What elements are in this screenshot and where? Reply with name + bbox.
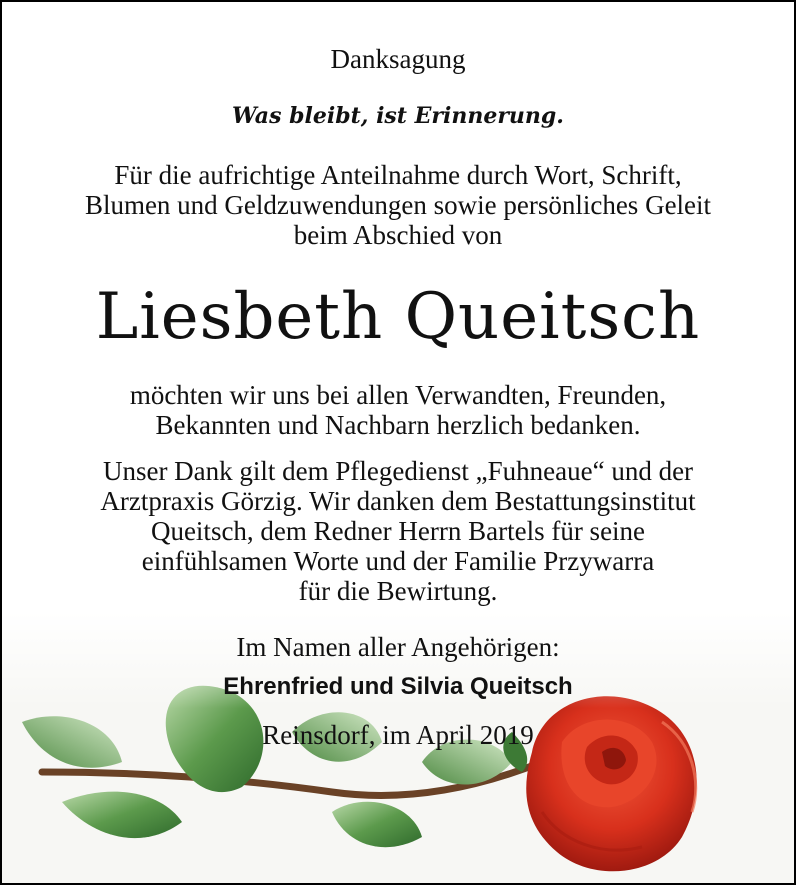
intro-line: Blumen und Geldzuwendungen sowie persönliches Geleit bbox=[84, 190, 712, 220]
care-line: einfühlsamen Worte und der Familie Przywarra bbox=[141, 546, 655, 576]
place-date: Reinsdorf, im April 2019 bbox=[262, 720, 534, 750]
care-paragraph bbox=[2, 456, 794, 606]
thanks-paragraph bbox=[2, 380, 794, 440]
care-line: Unser Dank gilt dem Pflegedienst „Fuhneaue“ und der bbox=[102, 456, 694, 486]
notice-heading: Danksagung bbox=[330, 44, 466, 74]
intro-line: beim Abschied von bbox=[293, 220, 503, 250]
thanks-line: Bekannten und Nachbarn herzlich bedanken. bbox=[155, 410, 641, 440]
care-line: Arztpraxis Görzig. Wir danken dem Bestattungsinstitut bbox=[100, 486, 696, 516]
signers-names: Ehrenfried und Silvia Queitsch bbox=[223, 673, 573, 700]
intro-paragraph bbox=[2, 160, 794, 250]
intro-line: Für die aufrichtige Anteilnahme durch Wort, Schrift, bbox=[114, 160, 682, 190]
care-line: für die Bewirtung. bbox=[298, 576, 498, 606]
care-line: Queitsch, dem Redner Herrn Bartels für seine bbox=[150, 516, 646, 546]
deceased-name: Liesbeth Queitsch bbox=[95, 280, 701, 354]
notice-motto: Was bleibt, ist Erinnerung. bbox=[232, 103, 564, 129]
thanks-line: möchten wir uns bei allen Verwandten, Freunden, bbox=[129, 380, 667, 410]
signoff-text: Im Namen aller Angehörigen: bbox=[236, 632, 560, 662]
